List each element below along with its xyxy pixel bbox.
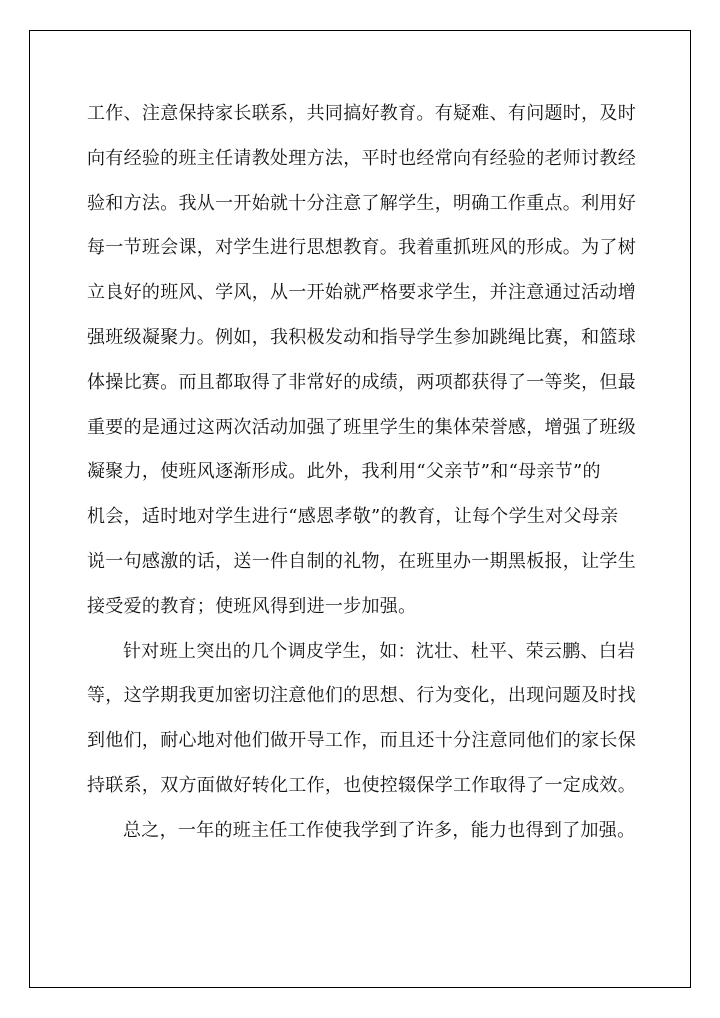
text-line: 到他们，耐心地对他们做开导工作，而且还十分注意同他们的家长保 <box>87 730 636 752</box>
text-line: 工作、注意保持家长联系，共同搞好教育。有疑难、有问题时，及时 <box>87 103 636 124</box>
text-line: 接受爱的教育；使班风得到进一步加强。 <box>87 595 417 617</box>
text-line: 持联系，双方面做好转化工作，也使控辍保学工作取得了一定成效。 <box>87 774 636 796</box>
text-line: 凝聚力，使班风逐渐形成。此外，我利用“父亲节”和“母亲节”的 <box>87 461 601 483</box>
text-line: 立良好的班风、学风，从一开始就严格要求学生，并注意通过活动增 <box>87 282 636 304</box>
document-body <box>87 92 635 854</box>
text-line: 向有经验的班主任请教处理方法，平时也经常向有经验的老师讨教经 <box>87 147 636 169</box>
paragraph-start-line: 针对班上突出的几个调皮学生，如：沈壮、杜平、荣云鹏、白岩 <box>123 640 636 662</box>
text-line: 强班级凝聚力。例如，我积极发动和指导学生参加跳绳比赛，和篮球 <box>87 326 636 348</box>
text-line: 每一节班会课，对学生进行思想教育。我着重抓班风的形成。为了树 <box>87 237 636 259</box>
text-line: 等，这学期我更加密切注意他们的思想、行为变化，出现问题及时找 <box>87 685 636 707</box>
text-line: 体操比赛。而且都取得了非常好的成绩，两项都获得了一等奖，但最 <box>87 371 636 393</box>
text-line: 机会，适时地对学生进行“感恩孝敬”的教育，让每个学生对父母亲 <box>87 506 619 528</box>
text-line: 说一句感激的话，送一件自制的礼物，在班里办一期黑板报，让学生 <box>87 550 636 572</box>
text-line: 验和方法。我从一开始就十分注意了解学生，明确工作重点。利用好 <box>87 192 636 214</box>
paragraph-start-line: 总之，一年的班主任工作使我学到了许多，能力也得到了加强。 <box>123 819 636 841</box>
text-line: 重要的是通过这两次活动加强了班里学生的集体荣誉感，增强了班级 <box>87 416 636 438</box>
